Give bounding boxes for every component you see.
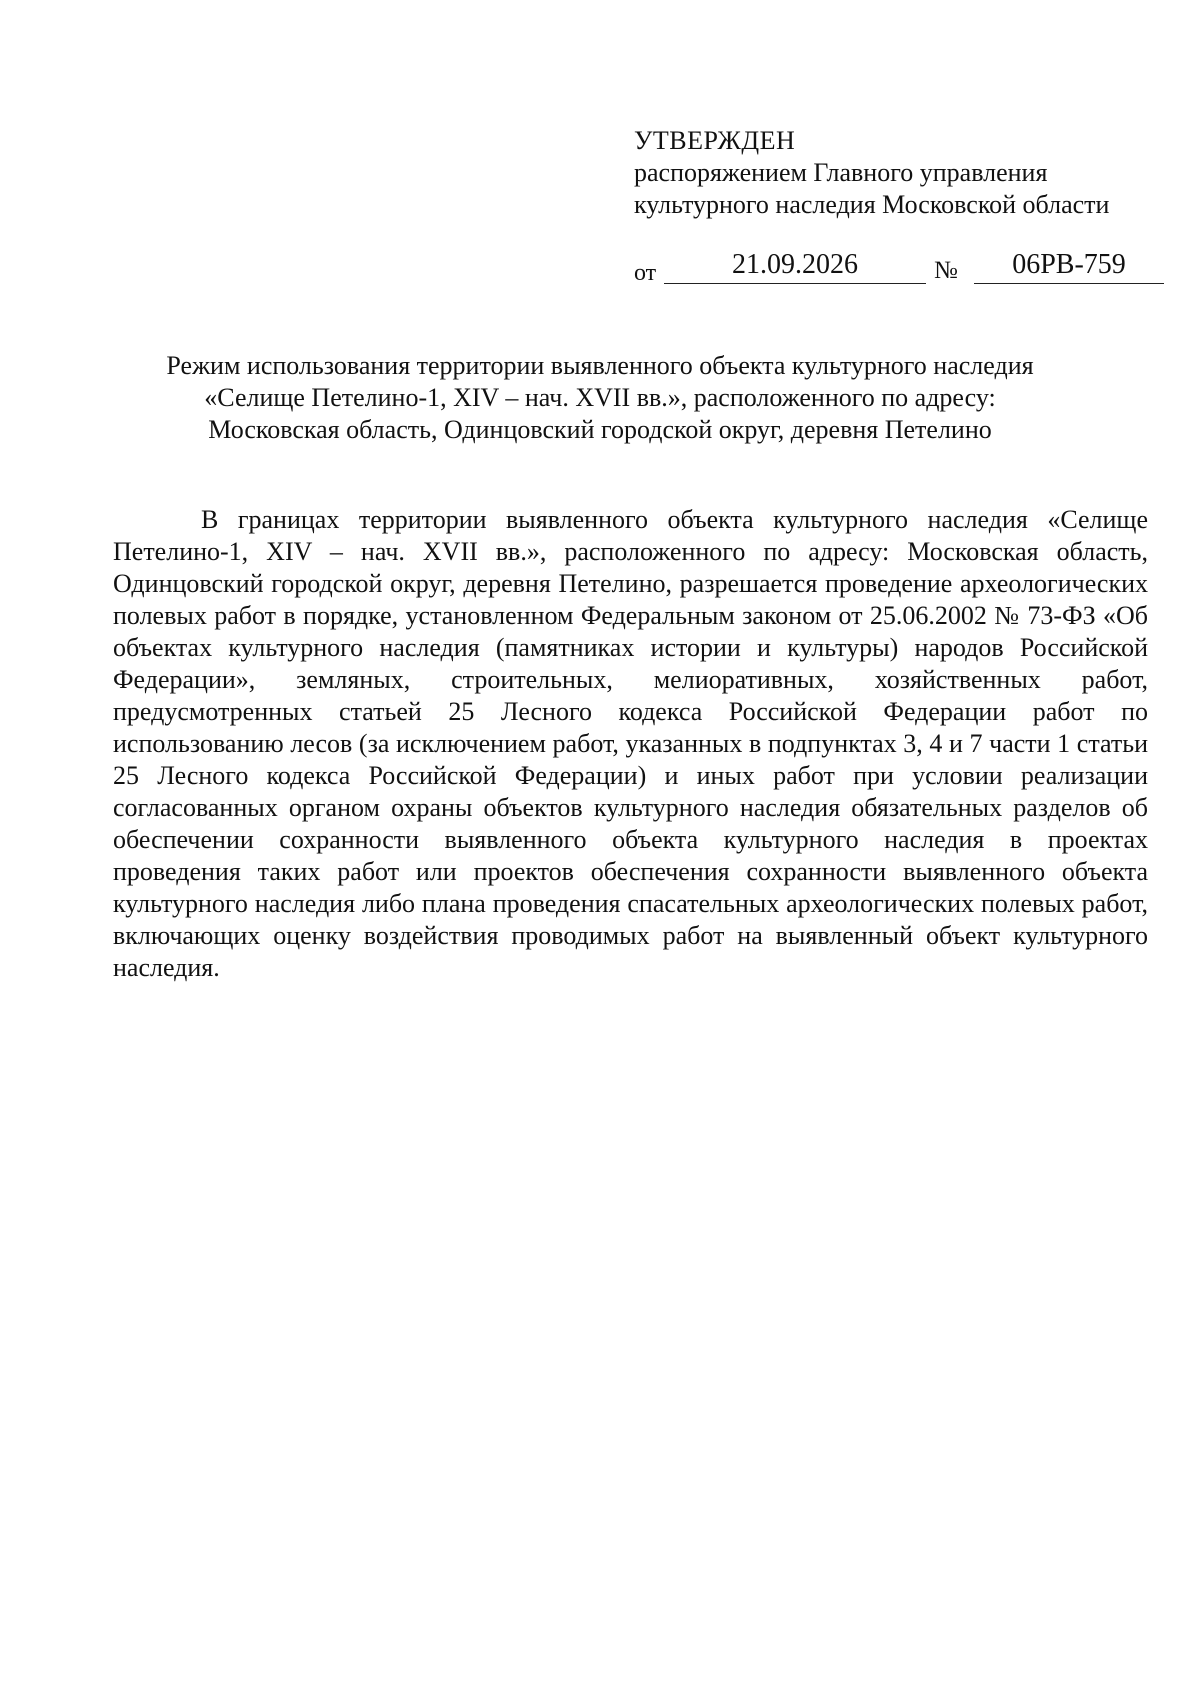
approval-heading: УТВЕРЖДЕН xyxy=(634,126,796,155)
approval-number: 06РВ-759 xyxy=(974,250,1164,284)
body-paragraph: В границах территории выявленного объекта культурного наследия «Селище Петелино-1, XIV – нач. XVII вв.», расположенного по адресу: Московская область, Одинцовский городской округ, деревня Петелино, разрешается проведение археологических полевых работ в порядке, установленном Федеральным законом от 25.06.2002 № 73-ФЗ «Об объектах культурного наследия (памятниках истории и культуры) народов Российской Федерации», земляных, строительных, мелиоративных, хозяйственных работ, предусмотренных статьей 25 Лесного кодекса Российской Федерации работ по использованию лесов (за исключением работ, указанных в подпунктах 3, 4 и 7 части 1 статьи 25 Лесного кодекса Российской Федерации) и иных работ при условии реализации согласованных органом охраны объектов культурного наследия обязательных разделов об обеспечении сохранности выявленного объекта культурного наследия в проектах проведения таких работ или проектов обеспечения сохранности выявленного объекта культурного наследия либо плана проведения спасательных археологических полевых работ, включающих оценку воздействия проводимых работ на выявленный объект культурного наследия. xyxy=(113,505,1148,982)
approval-date-number xyxy=(634,250,1154,290)
title-line-1: Режим использования территории выявленного объекта культурного наследия xyxy=(166,351,1034,380)
number-sign: № xyxy=(934,257,958,284)
document-title xyxy=(100,350,1100,446)
title-line-3: Московская область, Одинцовский городской округ, деревня Петелино xyxy=(208,415,992,444)
approval-block xyxy=(634,125,1154,221)
date-from-label: от xyxy=(634,260,657,286)
title-line-2: «Селище Петелино-1, XIV – нач. XVII вв.», расположенного по адресу: xyxy=(204,383,996,412)
approval-line-1: распоряжением Главного управления xyxy=(634,158,1048,187)
approval-line-2: культурного наследия Московской области xyxy=(634,190,1110,219)
approval-date: 21.09.2026 xyxy=(664,250,926,284)
